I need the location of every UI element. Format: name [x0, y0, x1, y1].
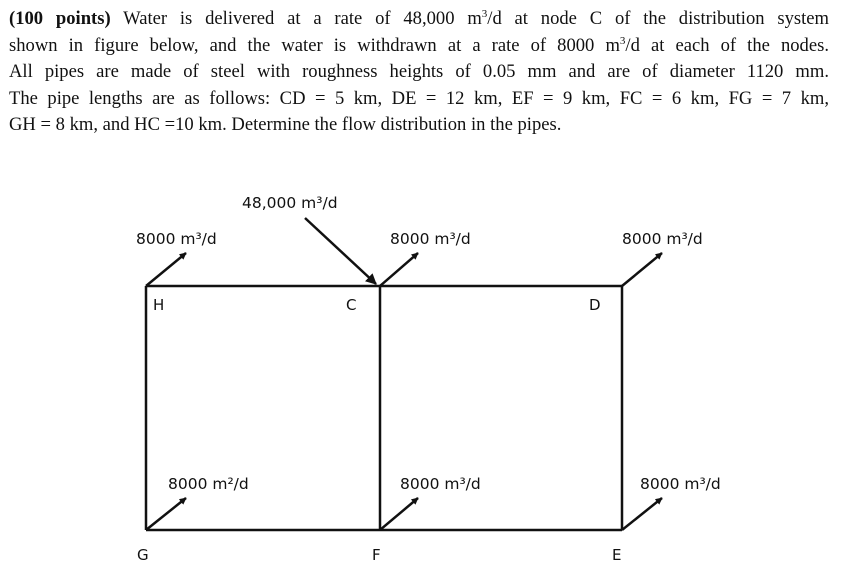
- text-fragment: shown in figure below, and the water is withdrawn at a rate of 8000 m: [9, 34, 620, 56]
- problem-line-3: All pipes are made of steel with roughness heights of 0.05 mm and are of diameter 1120 mm.: [9, 61, 829, 82]
- withdrawal-arrow-F: [380, 498, 418, 530]
- withdrawal-label-E: 8000 m³/d: [640, 475, 721, 493]
- text-fragment: /d at node C of the distribution system: [487, 8, 830, 29]
- node-label-E: E: [612, 546, 622, 564]
- withdrawal-label-C: 8000 m³/d: [390, 230, 471, 248]
- node-label-F: F: [372, 546, 381, 564]
- withdrawal-label-F: 8000 m³/d: [400, 475, 481, 493]
- node-label-G: G: [137, 546, 149, 564]
- problem-line-5: GH = 8 km, and HC =10 km. Determine the flow distribution in the pipes.: [9, 114, 562, 135]
- withdrawal-arrow-H: [146, 253, 186, 286]
- withdrawal-label-G: 8000 m²/d: [168, 475, 249, 493]
- superscript: 3: [481, 8, 488, 20]
- withdrawal-label-H: 8000 m³/d: [136, 230, 217, 248]
- problem-line-4: The pipe lengths are as follows: CD = 5 km, DE = 12 km, EF = 9 km, FC = 6 km, FG = 7 km,: [9, 87, 829, 109]
- points-label: (100 points): [9, 8, 111, 29]
- withdrawal-label-D: 8000 m³/d: [622, 230, 703, 248]
- withdrawal-arrow-E: [622, 498, 662, 530]
- withdrawal-arrow-D: [622, 253, 662, 286]
- node-label-D: D: [589, 296, 601, 314]
- superscript: 3: [619, 34, 626, 47]
- inflow-label: 48,000 m³/d: [242, 194, 338, 212]
- text-fragment: Water is delivered at a rate of 48,000 m: [110, 8, 482, 29]
- withdrawal-arrow-C: [380, 253, 418, 286]
- node-label-C: C: [346, 296, 357, 314]
- text-fragment: /d at each of the nodes.: [625, 34, 829, 56]
- withdrawal-arrow-G: [146, 498, 186, 530]
- node-label-H: H: [153, 296, 165, 314]
- inflow-arrow: [305, 218, 376, 284]
